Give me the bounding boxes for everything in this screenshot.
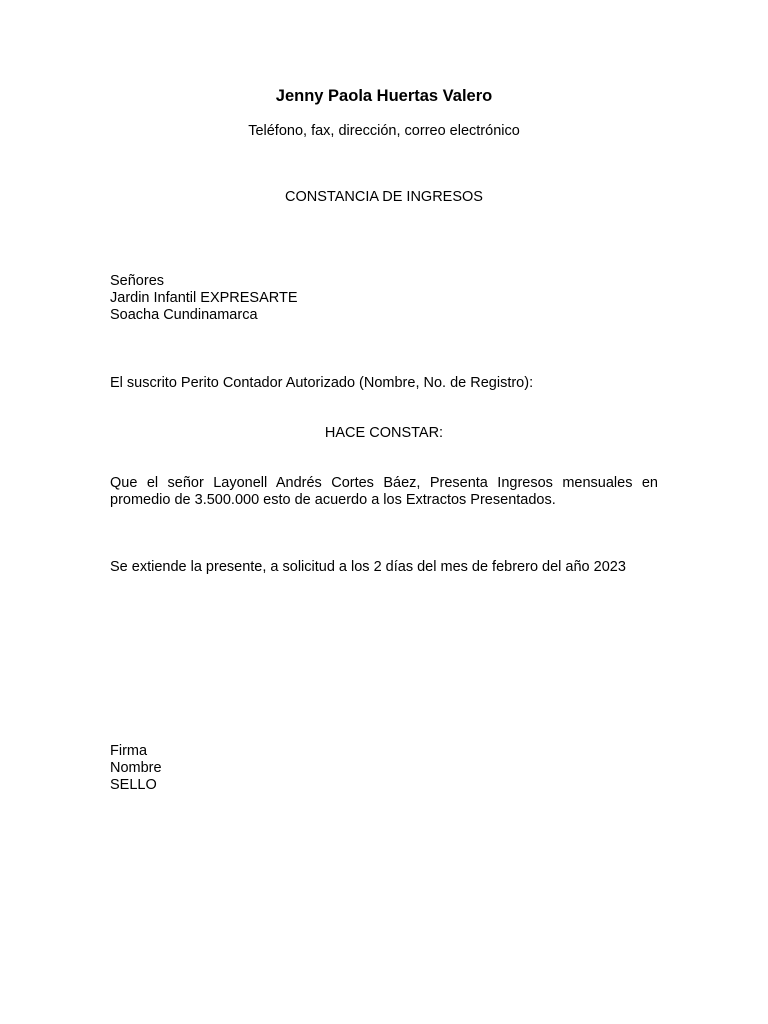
- contact-line: Teléfono, fax, dirección, correo electrónico: [248, 123, 520, 139]
- signature-line-2: Nombre: [110, 760, 162, 776]
- signature-line-3: SELLO: [110, 777, 157, 793]
- declaration-heading: HACE CONSTAR:: [324, 425, 444, 441]
- intro-line: El suscrito Perito Contador Autorizado (Nombre, No. de Registro):: [110, 375, 534, 391]
- closing-paragraph: Se extiende la presente, a solicitud a los 2 días del mes de febrero del año 2023: [110, 559, 626, 575]
- signature-block: [110, 743, 162, 794]
- signature-line-1: Firma: [110, 743, 148, 759]
- addressee-block: [110, 273, 298, 324]
- author-name: Jenny Paola Huertas Valero: [275, 87, 493, 105]
- addressee-line-1: Señores: [110, 273, 165, 289]
- addressee-line-2: Jardin Infantil EXPRESARTE: [110, 290, 298, 306]
- document-title: CONSTANCIA DE INGRESOS: [285, 189, 483, 205]
- addressee-line-3: Soacha Cundinamarca: [110, 307, 258, 323]
- body-paragraph: Que el señor Layonell Andrés Cortes Báez, Presenta Ingresos mensuales en promedio de 3.500.000 esto de acuerdo a los Extractos Presentados.: [110, 475, 658, 508]
